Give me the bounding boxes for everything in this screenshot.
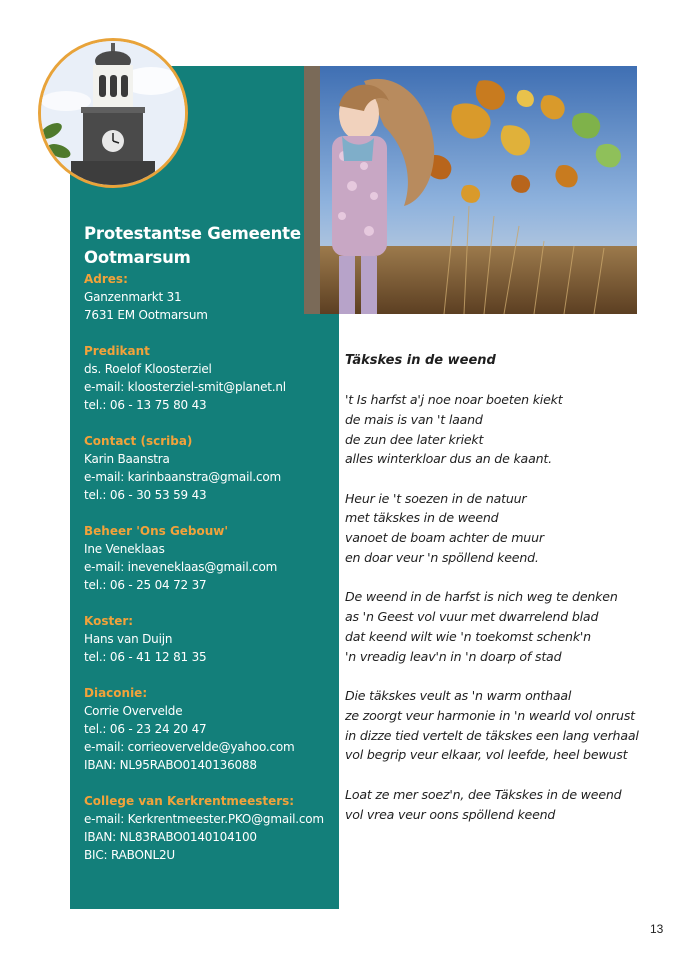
poem-stanza	[345, 390, 645, 469]
poem-line: ze zoorgt veur harmonie in 'n wearld vol onrust	[345, 707, 635, 723]
poem-title: Täkskes in de weend	[345, 353, 496, 368]
organization-name-line2: Ootmarsum	[84, 248, 191, 267]
section-heading: Koster:	[84, 614, 134, 628]
section-heading: Beheer 'Ons Gebouw'	[84, 524, 229, 538]
poem-line: en doar veur 'n spöllend keend.	[345, 550, 539, 566]
poem-stanza	[345, 785, 645, 825]
poem-stanza	[345, 686, 645, 765]
poem-line: Die täkskes veult as 'n warm onthaal	[345, 688, 572, 704]
section-diaconie	[84, 684, 334, 774]
address-street: Ganzenmarkt 31	[84, 290, 182, 304]
section-heading: Adres:	[84, 272, 128, 286]
poem-line: vol vrea veur oons spöllend keend	[345, 806, 556, 822]
poem-line: 't Is harfst a'j noe noar boeten kiekt	[345, 392, 563, 407]
poem-line: as 'n Geest vol vuur met dwarrelend blad	[345, 609, 599, 625]
poem-line: Loat ze mer soez'n, dee Täkskes in de weend	[345, 786, 622, 802]
section-scriba	[84, 432, 334, 504]
contact-phone: tel.: 06 - 23 24 20 47	[84, 722, 207, 736]
organization-name	[84, 222, 334, 270]
contact-name: ds. Roelof Kloosterziel	[84, 362, 212, 376]
section-heading: Diaconie:	[84, 686, 148, 700]
contact-name: Hans van Duijn	[84, 632, 173, 646]
church-tower-clock-photo	[38, 38, 188, 188]
poem	[345, 352, 645, 844]
contact-email[interactable]: e-mail: karinbaanstra@gmail.com	[84, 470, 281, 484]
section-beheer	[84, 522, 334, 594]
poem-line: dat keend wilt wie 'n toekomst schenk'n	[345, 628, 591, 644]
section-predikant	[84, 342, 334, 414]
contact-iban: IBAN: NL83RABO0140104100	[84, 830, 257, 844]
poem-line: de mais is van 't laand	[345, 411, 483, 427]
contact-email[interactable]: e-mail: kloosterziel-smit@planet.nl	[84, 380, 286, 394]
organization-name-line1: Protestantse Gemeente	[84, 224, 301, 243]
poem-stanza	[345, 587, 645, 666]
contact-phone: tel.: 06 - 30 53 59 43	[84, 488, 207, 502]
contact-details	[84, 222, 334, 864]
section-kerkrentmeesters	[84, 792, 334, 864]
contact-email[interactable]: e-mail: corrieovervelde@yahoo.com	[84, 740, 295, 754]
contact-phone: tel.: 06 - 25 04 72 37	[84, 578, 207, 592]
contact-email[interactable]: e-mail: ineveneklaas@gmail.com	[84, 560, 278, 574]
poem-stanza	[345, 489, 645, 568]
poem-line: De weend in de harfst is nich weg te denken	[345, 589, 618, 605]
contact-name: Corrie Overvelde	[84, 704, 183, 718]
section-koster	[84, 612, 334, 666]
address-city: 7631 EM Ootmarsum	[84, 308, 208, 322]
contact-phone: tel.: 06 - 41 12 81 35	[84, 650, 207, 664]
section-heading: Predikant	[84, 344, 150, 358]
poem-line: 'n vreadig leav'n in 'n doarp of stad	[345, 648, 562, 664]
poem-line: vol begrip veur elkaar, vol leefde, heel bewust	[345, 747, 628, 763]
poem-line: in dizze tied vertelt de täkskes een lang verhaal	[345, 727, 639, 743]
contact-bic: BIC: RABONL2U	[84, 848, 176, 862]
contact-name: Karin Baanstra	[84, 452, 170, 466]
contact-name: Ine Veneklaas	[84, 542, 165, 556]
section-heading: College van Kerkrentmeesters:	[84, 794, 295, 808]
poem-line: de zun dee later kriekt	[345, 431, 484, 447]
section-address	[84, 270, 334, 324]
contact-phone: tel.: 06 - 13 75 80 43	[84, 398, 207, 412]
poem-line: Heur ie 't soezen in de natuur	[345, 490, 527, 506]
page-number: 13	[650, 922, 664, 936]
poem-line: vanoet de boam achter de muur	[345, 530, 544, 546]
poem-line: met täkskes in de weend	[345, 510, 499, 526]
poem-line: alles winterkloar dus an de kaant.	[345, 451, 552, 467]
section-heading: Contact (scriba)	[84, 434, 193, 448]
contact-iban: IBAN: NL95RABO0140136088	[84, 758, 257, 772]
contact-email[interactable]: e-mail: Kerkrentmeester.PKO@gmail.com	[84, 812, 324, 826]
girl-in-autumn-wind-photo	[304, 66, 637, 314]
